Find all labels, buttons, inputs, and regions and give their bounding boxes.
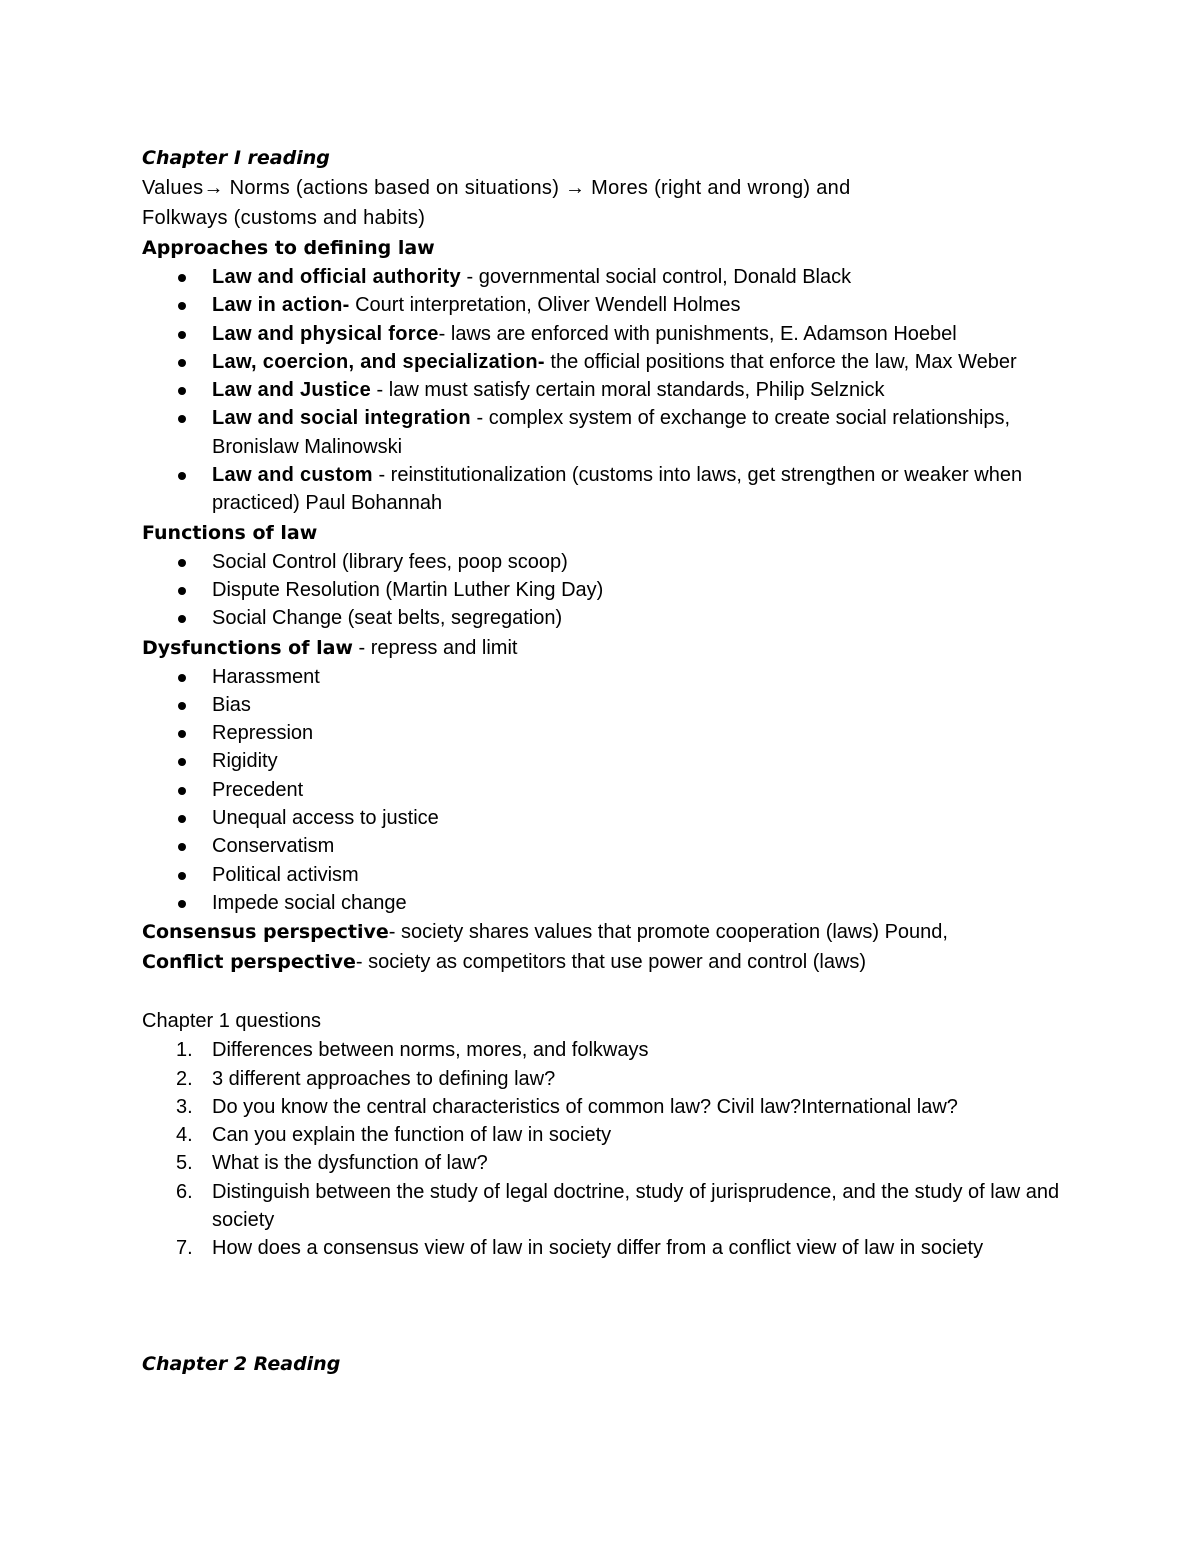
question-text: What is the dysfunction of law? [212,1152,488,1175]
bullet-icon [178,900,186,908]
bullet-icon [178,674,186,682]
dysfunctions-list [142,663,1062,918]
approach-desc: - complex system of exchange to create social relationships, Bronislaw Malinowski [212,407,1011,458]
bullet-icon [178,615,186,623]
list-item [142,1234,1062,1262]
approach-term: Law in action- [212,294,350,317]
dysfunction-item: Rigidity [212,750,278,773]
list-item [142,263,1062,291]
questions-list [142,1036,1062,1262]
conflict-term: Conflict perspective [142,951,356,974]
list-item [142,861,1062,889]
approach-term: Law and physical force [212,322,439,345]
list-item [142,1121,1062,1149]
bullet-icon [178,472,186,480]
approach-term: Law, coercion, and specialization- [212,350,545,373]
list-item [142,889,1062,917]
consensus-desc: - society shares values that promote cooperation (laws) Pound, [388,921,948,944]
conflict-desc: - society as competitors that use power and control (laws) [355,951,867,974]
question-number: 7. [176,1237,193,1260]
list-item [142,461,1062,518]
list-item [142,663,1062,691]
dysfunctions-line [142,633,1062,663]
list-item [142,320,1062,348]
approaches-heading: Approaches to defining law [142,237,435,259]
question-text: 3 different approaches to defining law? [212,1067,556,1090]
list-item [142,776,1062,804]
intro-line-1: Values→ Norms (actions based on situations) → Mores (right and wrong) and [142,177,851,199]
question-text: Do you know the central characteristics of common law? Civil law?International law? [212,1095,958,1118]
conflict-line [142,947,1062,977]
chapter1-questions-title: Chapter 1 questions [142,1010,322,1033]
list-item [142,348,1062,376]
bullet-icon [178,587,186,595]
bullet-icon [178,387,186,395]
document-page [142,143,1062,1379]
approach-term: Law and official authority [212,266,461,288]
approach-desc: - law must satisfy certain moral standards, Philip Selznick [371,379,885,402]
question-number: 1. [176,1039,193,1062]
chapter1-reading-title: Chapter I reading [142,147,330,169]
bullet-icon [178,702,186,710]
list-item [142,832,1062,860]
bullet-icon [178,274,186,282]
spacer [142,1263,1062,1349]
consensus-line [142,917,1062,947]
dysfunction-item: Repression [212,722,314,745]
bullet-icon [178,415,186,423]
bullet-icon [178,787,186,795]
bullet-icon [178,758,186,766]
question-text: How does a consensus view of law in society differ from a conflict view of law in society [212,1237,984,1260]
functions-heading: Functions of law [142,521,318,544]
approach-desc: - reinstitutionalization (customs into laws, get strengthen or weaker when practiced) Paul Bohannah [212,464,1023,515]
approach-term: Law and custom [212,464,373,487]
function-item: Dispute Resolution (Martin Luther King Day) [212,578,604,601]
approaches-list [142,263,1062,518]
list-item [142,1065,1062,1093]
approach-desc: - governmental social control, Donald Black [460,266,852,288]
list-item [142,804,1062,832]
question-text: Differences between norms, mores, and folkways [212,1039,649,1062]
function-item: Social Change (seat belts, segregation) [212,607,563,630]
list-item [142,376,1062,404]
dysfunctions-suffix: - repress and limit [352,636,518,659]
approach-term: Law and social integration [212,407,471,430]
question-number: 4. [176,1124,193,1147]
question-number: 2. [176,1067,193,1090]
approach-term: Law and Justice [212,379,371,402]
list-item [142,404,1062,461]
dysfunction-item: Bias [212,693,251,716]
intro-line-2: Folkways (customs and habits) [142,207,426,229]
consensus-term: Consensus perspective [142,921,389,944]
bullet-icon [178,872,186,880]
approach-desc: Court interpretation, Oliver Wendell Holmes [349,294,741,317]
bullet-icon [178,359,186,367]
dysfunction-item: Political activism [212,863,359,886]
list-item [142,1178,1062,1235]
question-text: Distinguish between the study of legal doctrine, study of jurisprudence, and the study of law and society [212,1180,1060,1232]
question-text: Can you explain the function of law in society [212,1124,612,1147]
question-number: 3. [176,1095,193,1118]
bullet-icon [178,331,186,339]
list-item [142,1149,1062,1177]
list-item [142,1093,1062,1121]
bullet-icon [178,815,186,823]
dysfunctions-heading: Dysfunctions of law [142,636,353,659]
list-item [142,719,1062,747]
list-item [142,691,1062,719]
list-item [142,1036,1062,1064]
list-item [142,747,1062,775]
dysfunction-item: Precedent [212,778,304,801]
function-item: Social Control (library fees, poop scoop) [212,550,568,573]
bullet-icon [178,559,186,567]
bullet-icon [178,843,186,851]
bullet-icon [178,730,186,738]
question-number: 5. [176,1152,193,1175]
list-item [142,291,1062,319]
dysfunction-item: Impede social change [212,891,407,914]
chapter2-reading-title: Chapter 2 Reading [142,1352,341,1375]
spacer [142,977,1062,1006]
dysfunction-item: Harassment [212,665,320,688]
list-item [142,604,1062,632]
list-item [142,576,1062,604]
list-item [142,548,1062,576]
question-number: 6. [176,1180,193,1203]
dysfunction-item: Conservatism [212,835,335,858]
dysfunction-item: Unequal access to justice [212,807,439,830]
approach-desc: - laws are enforced with punishments, E. Adamson Hoebel [438,322,957,345]
bullet-icon [178,302,186,310]
approach-desc: the official positions that enforce the law, Max Weber [544,350,1017,373]
functions-list [142,548,1062,633]
